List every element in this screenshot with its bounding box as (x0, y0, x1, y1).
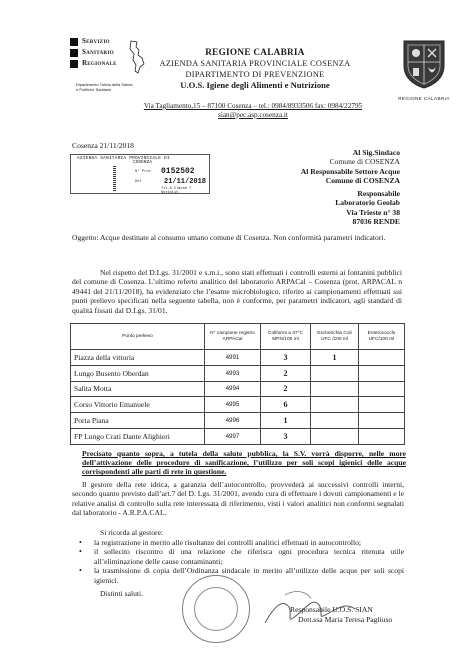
header-coliformi: Coliformi a 37°C MPN/100 ml (261, 324, 311, 350)
recipient-line: Al Responsabile Settore Acque (300, 167, 400, 176)
cell-site: Salita Motta (71, 381, 205, 397)
subject-line: Oggetto: Acque destinate al consumo umano comune di Cosenza. Non conformità parametri indicatori. (72, 233, 386, 242)
signature-role: Responsabile U.O.S. SIAN (290, 605, 373, 614)
cell-enterococchi (359, 397, 405, 413)
cell-sample: 4995 (205, 397, 261, 413)
logo-line: SANITARIO (82, 48, 114, 56)
operator-paragraph: Il gestore della rete idrica, a garanzia dell’autocontrollo, provvederà ai successivi controlli interni, secondo quanto previsto dall’art.7 del D. Lgs. 31/2001, avendo cura di effettuare i dovuti campionamenti e le relative analisi di controllo sulla rete interessata di riferimento, visti i valori analitici non conformi segnalati dal laboratorio - A.R.P.A.CAL. (72, 480, 404, 518)
stamp-header-2: COSENZA (133, 160, 152, 165)
protocol-stamp (70, 154, 210, 194)
stamp-inner-ring (194, 587, 238, 631)
logo-line: SERVIZIO (82, 37, 110, 45)
cell-sample: 4994 (205, 381, 261, 397)
list-item: • la registrazione in merito alle risultanze dei controlli analitici effettuati in autocontrollo; (76, 538, 404, 547)
letter-date: Cosenza 21/11/2018 (72, 141, 134, 150)
letterhead (150, 47, 360, 91)
cell-coliformi: 6 (261, 397, 311, 413)
cell-ecoli (311, 365, 359, 381)
cell-coliformi: 2 (261, 381, 311, 397)
address-line: Via Tagliamento,15 – 87100 Cosenza – tel.: 0984/8933506 fax: 0984/22795 (143, 102, 363, 110)
cell-site: FP Lungo Crati Dante Alighieri (71, 428, 205, 444)
email-link[interactable]: sian@pec.asp.cosenza.it (218, 111, 288, 119)
logo-square (70, 38, 78, 46)
table-header-row (71, 324, 405, 350)
stamp-header: AZIENDA SANITARIA PROVINCIALE DI (77, 156, 170, 161)
recipient-line: Comune di COSENZA (325, 176, 400, 186)
cell-site: Piazza della vittoria (71, 350, 205, 366)
cell-enterococchi (359, 365, 405, 381)
cell-enterococchi (359, 381, 405, 397)
cell-coliformi: 3 (261, 428, 311, 444)
table-row (71, 350, 405, 366)
regione-caption: REGIONE CALABRIA (398, 96, 450, 101)
recipient-mayor (256, 148, 400, 167)
cell-ecoli: 1 (311, 350, 359, 366)
cell-enterococchi (359, 428, 405, 444)
header-ecoli: Escherichia Coli UFC /100 ml (311, 324, 359, 350)
cell-site: Lungo Busento Oberdan (71, 365, 205, 381)
cell-site: Corso Vittorio Emanuele (71, 397, 205, 413)
barcode (113, 166, 116, 192)
reminder-list (76, 538, 404, 585)
logo-square (70, 60, 78, 68)
recipient-line: Al Sig.Sindaco (352, 148, 400, 157)
list-item: • il sollecito riscontro di una relazione che riferisca ogni procedura tecnica ritenuta utile all’eliminazione delle cause contaminanti; (76, 547, 404, 566)
table-row (71, 381, 405, 397)
recipient-line: Via Trieste n° 38 (346, 207, 400, 217)
stamp-classification: Tit.6 Classe 7 Sottotit. (161, 187, 192, 195)
header-enterococchi: Enterococchi UFC/100 ml (359, 324, 405, 350)
cell-coliformi: 3 (261, 350, 311, 366)
table-row (71, 428, 405, 444)
table-row (71, 413, 405, 429)
regione-calabria-logo (390, 38, 458, 102)
stamp-date-label: Del (135, 180, 142, 184)
logo-line: REGIONALE (82, 59, 117, 67)
protocol-number: 0152502 (161, 167, 195, 176)
signature-name: Dott.ssa Maria Teresa Pagliuso (298, 615, 393, 624)
cell-site: Porta Piana (71, 413, 205, 429)
table-row (71, 365, 405, 381)
cell-ecoli (311, 397, 359, 413)
letterhead-address (118, 102, 388, 120)
cell-enterococchi (359, 350, 405, 366)
cell-coliformi: 2 (261, 365, 311, 381)
public-health-note: Precisato quanto sopra, a tutela della salute pubblica, la S.V. vorrà disporre, nelle more dell’attivazione delle procedure di sanificazione, l’utilizzo per soli scopi igienici delle acque corrispondenti alle parti di rete in questione. (82, 449, 406, 477)
cell-sample: 4991 (205, 350, 261, 366)
cell-ecoli (311, 428, 359, 444)
reminder-heading: Si ricorda al gestore: (100, 528, 164, 537)
recipient-line: 87036 RENDE (352, 217, 400, 227)
cell-coliformi: 1 (261, 413, 311, 429)
calabria-map-icon (128, 40, 146, 74)
logo-square (70, 49, 78, 57)
coat-of-arms-icon (399, 38, 449, 90)
official-round-stamp (182, 575, 250, 643)
recipient-laboratory (256, 189, 400, 227)
results-table (70, 323, 405, 445)
table-row (71, 397, 405, 413)
header-sample: N° campione registro ARPACal (205, 324, 261, 350)
recipient-line: Comune di COSENZA (329, 157, 400, 167)
cell-enterococchi (359, 413, 405, 429)
closing: Distinti saluti. (100, 589, 144, 598)
cell-sample: 4993 (205, 365, 261, 381)
cell-ecoli (311, 381, 359, 397)
cell-sample: 4997 (205, 428, 261, 444)
cell-sample: 4996 (205, 413, 261, 429)
recipient-line: Responsabile (357, 189, 400, 198)
header-department: DIPARTIMENTO DI PREVENZIONE (185, 70, 325, 79)
ssr-logo (70, 38, 150, 96)
header-unit: U.O.S. Igiene degli Alimenti e Nutrizione (180, 80, 330, 90)
stamp-number-label: N° Prot (135, 170, 151, 174)
intro-paragraph: Nel rispetto del D.Lgs. 31/2001 e s.m.i., sono stati effettuati i controlli esterni ai fontanini pubblici del comune di Cosenza. L’ultimo referto analitico del laboratorio ARPACal – Cosenza (prot. ARPACAL n 49441 del 21/11/2018), ha evidenziato che l’esame microbiologico, riferito ai campionamenti effettuati sui punti prelievo specificati nella seguente tabella, non è conforme, per parametri indicatori, agli standard di qualità fissati dal D.Lgs. 31/01. (72, 268, 402, 315)
recipient-line: Laboratorio Geolab (335, 198, 400, 208)
header-region: REGIONE CALABRIA (205, 47, 305, 57)
ssr-subtitle: Dipartimento Tutela della Salute e Politiche Sanitarie (76, 82, 133, 92)
cell-ecoli (311, 413, 359, 429)
list-item: • la trasmissione di copia dell’Ordinanza sindacale in merito all’utilizzo delle acque per soli scopi igienici. (76, 566, 404, 585)
header-asp: AZIENDA SANITARIA PROVINCIALE COSENZA (159, 59, 351, 68)
protocol-date: 21/11/2018 (164, 178, 207, 186)
recipient-water-sector (256, 167, 400, 186)
header-site: Punto prelievo (71, 324, 205, 350)
